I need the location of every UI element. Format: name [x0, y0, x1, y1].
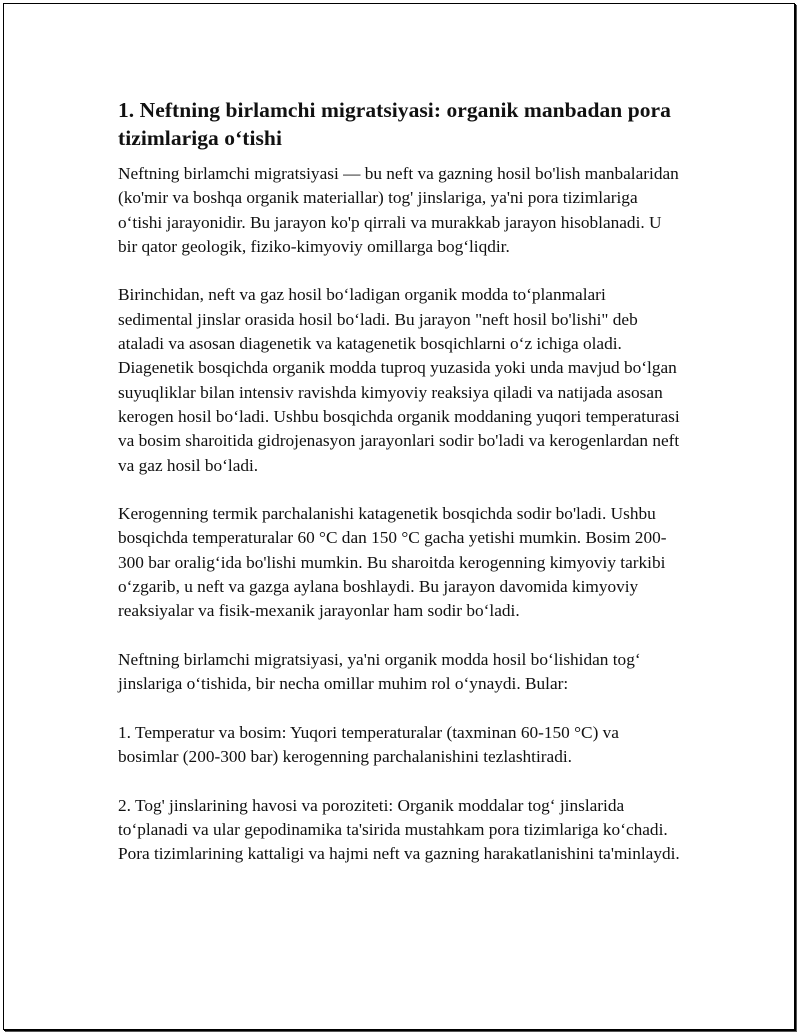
paragraph-factors-intro: Neftning birlamchi migratsiyasi, ya'ni organik modda hosil bo‘lishidan tog‘ jinslariga o‘tishida, bir necha omillar muhim rol o‘ynaydi. Bular: — [118, 649, 641, 694]
paragraph-formation: Birinchidan, neft va gaz hosil bo‘ladigan organik modda to‘planmalari sedimental jinslar orasida hosil bo‘ladi. Bu jarayon "neft hosil bo'lishi" deb ataladi va asosan diagenetik va katagenetik bosqichlarni o‘z ichiga oladi. Diagenetik bosqichda organik modda tuproq yuzasida yoki unda mavjud bo‘lgan suyuqliklar bilan intensiv ravishda kimyoviy reaksiya qiladi va natijada asosan kerogen hosil bo‘ladi. Ushbu bosqichda organik moddaning yuqori temperaturasi va bosim sharoitida gidrojenasyon jarayonlari sodir bo'ladi va kerogenlardan neft va gaz hosil bo‘ladi. — [118, 285, 680, 475]
list-item-temperature: 1. Temperatur va bosim: Yuqori temperaturalar (taxminan 60-150 °C) va bosimlar (200-300 bar) kerogenning parchalanishini tezlashtiradi. — [118, 722, 619, 767]
document-page — [3, 3, 795, 1030]
list-item-porosity: 2. Tog' jinslarining havosi va poroziteti: Organik moddalar tog‘ jinslarida to‘planadi va ular gepodinamika ta'sirida mustahkam pora tizimlariga ko‘chadi. Pora tizimlarining kattaligi va hajmi neft va gazning harakatlanishini ta'minlaydi. — [118, 795, 680, 864]
paragraph-kerogen: Kerogenning termik parchalanishi katagenetik bosqichda sodir bo'ladi. Ushbu bosqichda temperaturalar 60 °C dan 150 °C gacha yetishi mumkin. Bosim 200-300 bar oralig‘ida bo'lishi mumkin. Bu sharoitda kerogenning kimyoviy tarkibi o‘zgarib, u neft va gazga aylana boshlaydi. Bu jarayon davomida kimyoviy reaksiyalar va fisik-mexanik jarayonlar ham sodir bo‘ladi. — [118, 504, 667, 621]
document-content — [118, 96, 683, 891]
paragraph-intro: Neftning birlamchi migratsiyasi — bu neft va gazning hosil bo'lish manbalaridan (ko'mir va boshqa organik materiallar) tog' jinslariga, ya'ni pora tizimlariga o‘tishi jarayonidir. Bu jarayon ko'p qirrali va murakkab jarayon hisoblanadi. U bir qator geologik, fiziko-kimyoviy omillarga bog‘liqdir. — [118, 164, 679, 256]
section-heading: 1. Neftning birlamchi migratsiyasi: organik manbadan pora tizimlariga o‘tishi — [118, 98, 671, 150]
